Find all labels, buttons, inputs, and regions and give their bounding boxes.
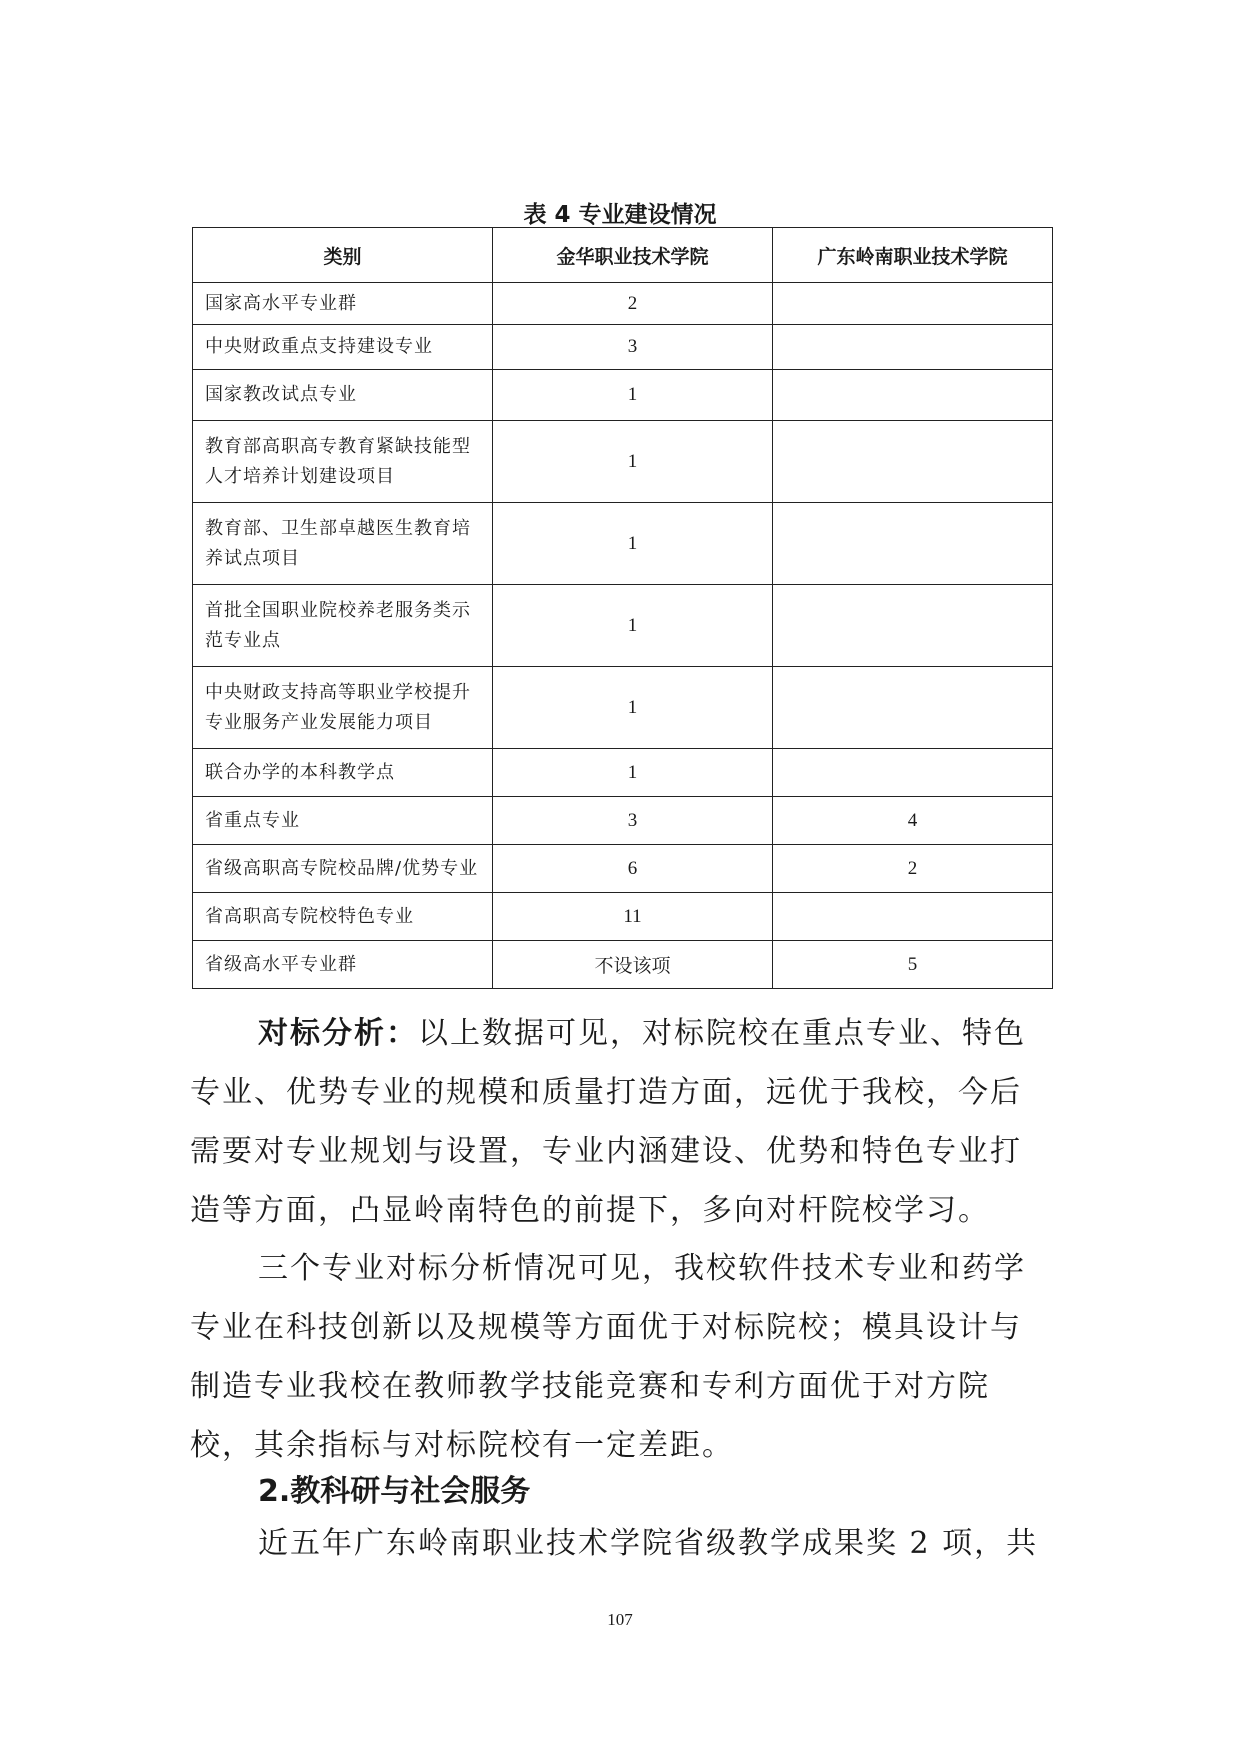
row-category: 省级高水平专业群 <box>193 941 493 989</box>
page-number: 107 <box>607 1610 633 1629</box>
table-row <box>193 283 1053 325</box>
row-lingnan-value: 4 <box>773 797 1053 845</box>
row-jinhua-value: 2 <box>493 283 773 325</box>
row-lingnan-value <box>773 503 1053 585</box>
row-category: 首批全国职业院校养老服务类示范专业点 <box>193 585 493 667</box>
table-row <box>193 797 1053 845</box>
row-lingnan-value: 2 <box>773 845 1053 893</box>
row-lingnan-value <box>773 749 1053 797</box>
table-row <box>193 845 1053 893</box>
table-header-row <box>193 228 1053 283</box>
table-row <box>193 370 1053 421</box>
row-category: 省级高职高专院校品牌/优势专业 <box>193 845 493 893</box>
row-jinhua-value: 1 <box>493 749 773 797</box>
row-lingnan-value <box>773 667 1053 749</box>
table-row <box>193 585 1053 667</box>
row-category: 国家高水平专业群 <box>193 283 493 325</box>
last-line-paragraph: 近五年广东岭南职业技术学院省级教学成果奖 2 项，共 <box>258 1526 1039 1561</box>
row-jinhua-value: 1 <box>493 585 773 667</box>
row-jinhua-value: 11 <box>493 893 773 941</box>
row-lingnan-value <box>773 421 1053 503</box>
row-category: 中央财政支持高等职业学校提升专业服务产业发展能力项目 <box>193 667 493 749</box>
table-row <box>193 503 1053 585</box>
row-lingnan-value <box>773 585 1053 667</box>
row-jinhua-value: 1 <box>493 503 773 585</box>
row-category: 省高职高专院校特色专业 <box>193 893 493 941</box>
analysis-text: 以上数据可见，对标院校在重点专业、特色专业、优势专业的规模和质量打造方面，远优于我校，今后需要对专业规划与设置，专业内涵建设、优势和特色专业打造等方面，凸显岭南特色的前提下，多向对杆院校学习。 <box>190 1016 1026 1228</box>
row-jinhua-value: 1 <box>493 667 773 749</box>
header-jinhua: 金华职业技术学院 <box>493 228 773 283</box>
row-category: 联合办学的本科教学点 <box>193 749 493 797</box>
row-jinhua-value: 3 <box>493 325 773 370</box>
row-jinhua-value: 不设该项 <box>493 941 773 989</box>
table-row <box>193 749 1053 797</box>
row-lingnan-value <box>773 370 1053 421</box>
row-jinhua-value: 3 <box>493 797 773 845</box>
section-heading: 2.教科研与社会服务 <box>258 1474 531 1509</box>
summary-paragraph: 三个专业对标分析情况可见，我校软件技术专业和药学专业在科技创新以及规模等方面优于对标院校；模具设计与制造专业我校在教师教学技能竞赛和专利方面优于对方院校，其余指标与对标院校有一定差距。 <box>190 1251 1026 1463</box>
header-category: 类别 <box>193 228 493 283</box>
table-row <box>193 941 1053 989</box>
row-category: 中央财政重点支持建设专业 <box>193 325 493 370</box>
row-jinhua-value: 6 <box>493 845 773 893</box>
row-category: 省重点专业 <box>193 797 493 845</box>
row-jinhua-value: 1 <box>493 421 773 503</box>
header-lingnan: 广东岭南职业技术学院 <box>773 228 1053 283</box>
table-caption: 表 4 专业建设情况 <box>523 202 717 228</box>
row-lingnan-value: 5 <box>773 941 1053 989</box>
row-jinhua-value: 1 <box>493 370 773 421</box>
specialty-construction-table <box>192 227 1053 989</box>
analysis-paragraph <box>190 1004 1052 1240</box>
table-row <box>193 325 1053 370</box>
table-row <box>193 667 1053 749</box>
row-category: 教育部高职高专教育紧缺技能型人才培养计划建设项目 <box>193 421 493 503</box>
row-lingnan-value <box>773 325 1053 370</box>
analysis-label: 对标分析： <box>258 1016 418 1051</box>
row-lingnan-value <box>773 283 1053 325</box>
row-category: 国家教改试点专业 <box>193 370 493 421</box>
row-lingnan-value <box>773 893 1053 941</box>
table-row <box>193 421 1053 503</box>
table-row <box>193 893 1053 941</box>
row-category: 教育部、卫生部卓越医生教育培养试点项目 <box>193 503 493 585</box>
